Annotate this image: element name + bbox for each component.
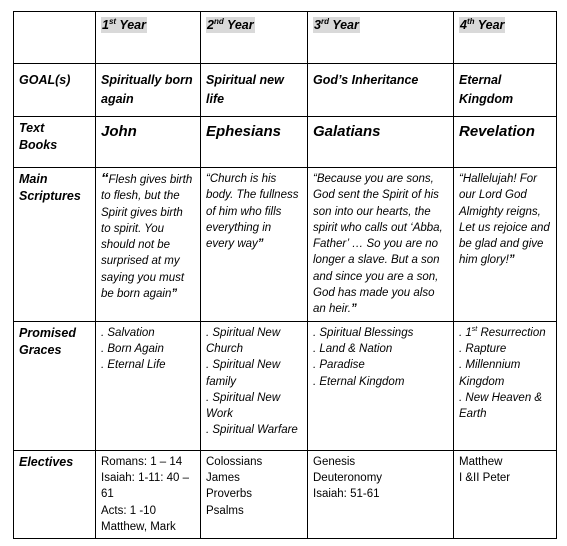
- corner-cell: [14, 12, 96, 64]
- text-books-row: [14, 117, 557, 168]
- book-year-2: Ephesians: [201, 117, 308, 168]
- grace-item: . Salvation: [101, 326, 155, 339]
- grace-item: . Paradise: [313, 359, 365, 372]
- elective-item: Colossians: [206, 455, 263, 468]
- grace-item: . Eternal Kingdom: [313, 375, 405, 388]
- book-year-1: John: [96, 117, 201, 168]
- graces-year-4: [454, 321, 557, 450]
- year-header-row: [14, 12, 557, 64]
- elective-item: Psalms: [206, 504, 244, 517]
- goal-year-3: God’s Inheritance: [308, 64, 454, 117]
- goals-row: [14, 64, 557, 117]
- goal-year-4: Eternal Kingdom: [454, 64, 557, 117]
- main-scriptures-row: [14, 168, 557, 322]
- year-1-header: 1st Year: [96, 12, 201, 64]
- grace-item: . Born Again: [101, 342, 164, 355]
- scripture-year-1: “Flesh gives birth to flesh, but the Spirit gives birth to spirit. You should not be surprised at my saying you must be born again”: [96, 168, 201, 322]
- grace-item: . Spiritual New Church: [206, 326, 281, 355]
- grace-item: . Millennium Kingdom: [459, 359, 521, 388]
- elective-item: Isaiah: 1-11: 40 – 61: [101, 471, 190, 501]
- electives-label: Electives: [14, 450, 96, 538]
- year-2-header: 2nd Year: [201, 12, 308, 64]
- scripture-year-3: “Because you are sons, God sent the Spirit of his son into our hearts, the spirit who calls out ‘Abba, Father’ … So you are no longer a slave. But a son and since you are a son, God has made you also an heir.”: [308, 168, 454, 322]
- grace-item: . Spiritual Blessings: [313, 326, 414, 339]
- grace-item: . 1st Resurrection: [459, 325, 546, 339]
- promised-graces-row: [14, 321, 557, 450]
- electives-year-1: [96, 450, 201, 538]
- grace-item: . Rapture: [459, 342, 507, 355]
- text-books-label: Text Books: [14, 117, 96, 168]
- scripture-year-4: “Hallelujah! For our Lord God Almighty reigns, Let us rejoice and be glad and give him glory!”: [454, 168, 557, 322]
- electives-row: [14, 450, 557, 538]
- elective-item: I &II Peter: [459, 471, 511, 484]
- scripture-year-2: “Church is his body. The fullness of him who fills everything in every way”: [201, 168, 308, 322]
- grace-item: . Land & Nation: [313, 342, 393, 355]
- goal-year-1: Spiritually born again: [96, 64, 201, 117]
- elective-item: Proverbs: [206, 488, 253, 501]
- graces-year-1: [96, 321, 201, 450]
- curriculum-table: [13, 11, 557, 539]
- graces-year-3: [308, 321, 454, 450]
- elective-item: Isaiah: 51-61: [313, 488, 380, 501]
- grace-item: . Eternal Life: [101, 359, 166, 372]
- elective-item: Matthew: [459, 455, 503, 468]
- goal-year-2: Spiritual new life: [201, 64, 308, 117]
- book-year-4: Revelation: [454, 117, 557, 168]
- elective-item: Genesis: [313, 455, 356, 468]
- elective-item: Romans: 1 – 14: [101, 455, 183, 468]
- elective-item: Matthew, Mark: [101, 520, 176, 533]
- elective-item: Deuteronomy: [313, 471, 383, 484]
- grace-item: . New Heaven & Earth: [459, 391, 543, 421]
- graces-year-2: [201, 321, 308, 450]
- electives-year-2: [201, 450, 308, 538]
- electives-year-4: [454, 450, 557, 538]
- elective-item: Acts: 1 -10: [101, 504, 156, 517]
- goals-label: GOAL(s): [14, 64, 96, 117]
- year-4-header: 4th Year: [454, 12, 557, 64]
- book-year-3: Galatians: [308, 117, 454, 168]
- elective-item: James: [206, 471, 240, 484]
- year-3-header: 3rd Year: [308, 12, 454, 64]
- grace-item: . Spiritual Warfare: [206, 424, 298, 437]
- grace-item: . Spiritual New family: [206, 359, 281, 388]
- grace-item: . Spiritual New Work: [206, 391, 281, 421]
- promised-graces-label: Promised Graces: [14, 321, 96, 450]
- electives-year-3: [308, 450, 454, 538]
- main-scriptures-label: Main Scriptures: [14, 168, 96, 322]
